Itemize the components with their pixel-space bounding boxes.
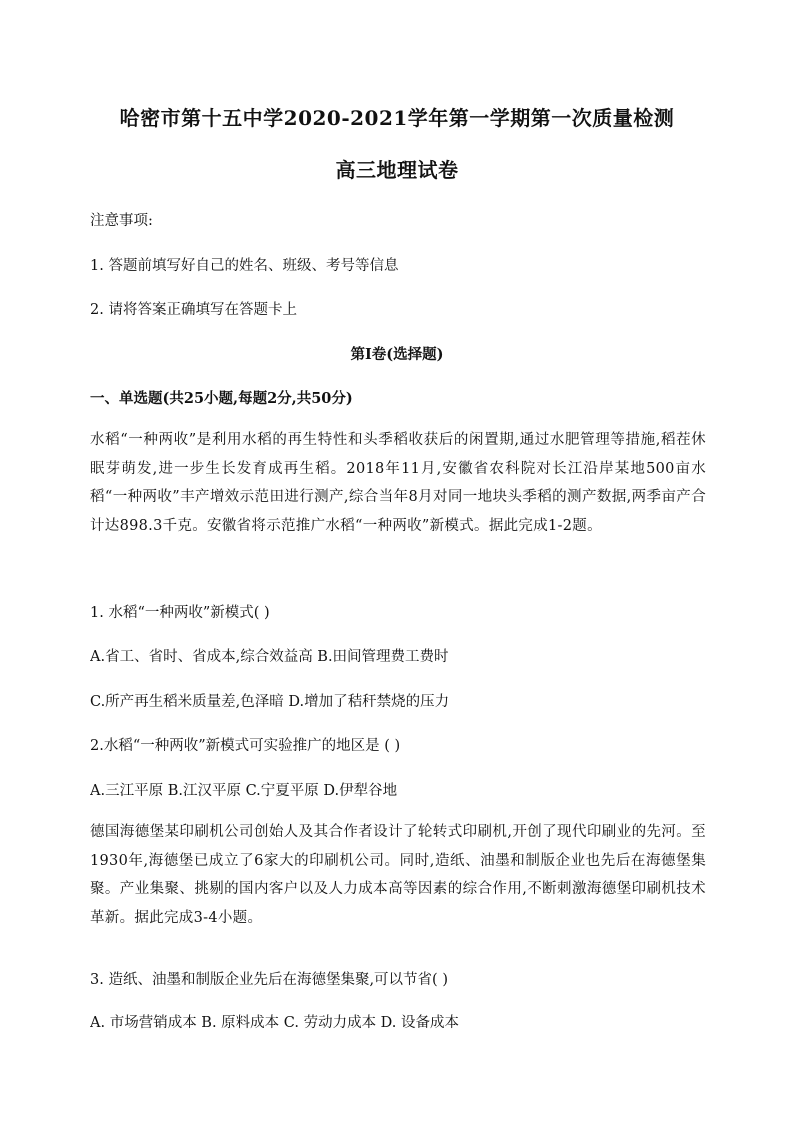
section-title: 第I卷(选择题) [350, 346, 444, 363]
notice-item-2: 2. 请将答案正确填写在答题卡上 [90, 302, 297, 318]
question-1-options-c-d: C.所产再生稻米质量差,色泽暗 D.增加了秸秆禁烧的压力 [90, 694, 450, 710]
question-1: 1. 水稻“一种两收”新模式( ) [90, 605, 270, 621]
question-3: 3. 造纸、油墨和制版企业先后在海德堡集聚,可以节省( ) [90, 972, 448, 988]
question-2-options: A.三江平原 B.江汉平原 C.宁夏平原 D.伊犁谷地 [90, 783, 398, 799]
exam-title-line2: 高三地理试卷 [335, 158, 459, 182]
question-3-options: A. 市场营销成本 B. 原料成本 C. 劳动力成本 D. 设备成本 [90, 1015, 460, 1031]
passage-1: 水稻“一种两收”是利用水稻的再生特性和头季稻收获后的闲置期,通过水肥管理等措施,稻茬休眠芽萌发,进一步生长发育成再生稻。2018年11月,安徽省农科院对长江沿岸某地500亩水稻“一种两收”丰产增效示范田进行测产,综合当年8月对同一地块头季稻的测产数据,两季亩产合计达898.3千克。安徽省将示范推广水稻“一种两收”新模式。据此完成1-2题。 [90, 432, 706, 534]
passage-2: 德国海德堡某印刷机公司创始人及其合作者设计了轮转式印刷机,开创了现代印刷业的先河。至1930年,海德堡已成立了6家大的印刷机公司。同时,造纸、油墨和制版企业也先后在海德堡集聚。产业集聚、挑剔的国内客户以及人力成本高等因素的综合作用,不断刺激海德堡印刷机技术革新。据此完成3-4小题。 [90, 824, 706, 926]
exam-title-line1: 哈密市第十五中学2020-2021学年第一学期第一次质量检测 [119, 106, 675, 130]
question-2: 2.水稻“一种两收”新模式可实验推广的地区是 ( ) [90, 738, 401, 754]
notice-heading: 注意事项: [90, 213, 153, 229]
question-1-options-a-b: A.省工、省时、省成本,综合效益高 B.田间管理费工费时 [90, 649, 449, 665]
part-heading: 一、单选题(共25小题,每题2分,共50分) [90, 390, 353, 407]
notice-item-1: 1. 答题前填写好自己的姓名、班级、考号等信息 [90, 258, 399, 274]
